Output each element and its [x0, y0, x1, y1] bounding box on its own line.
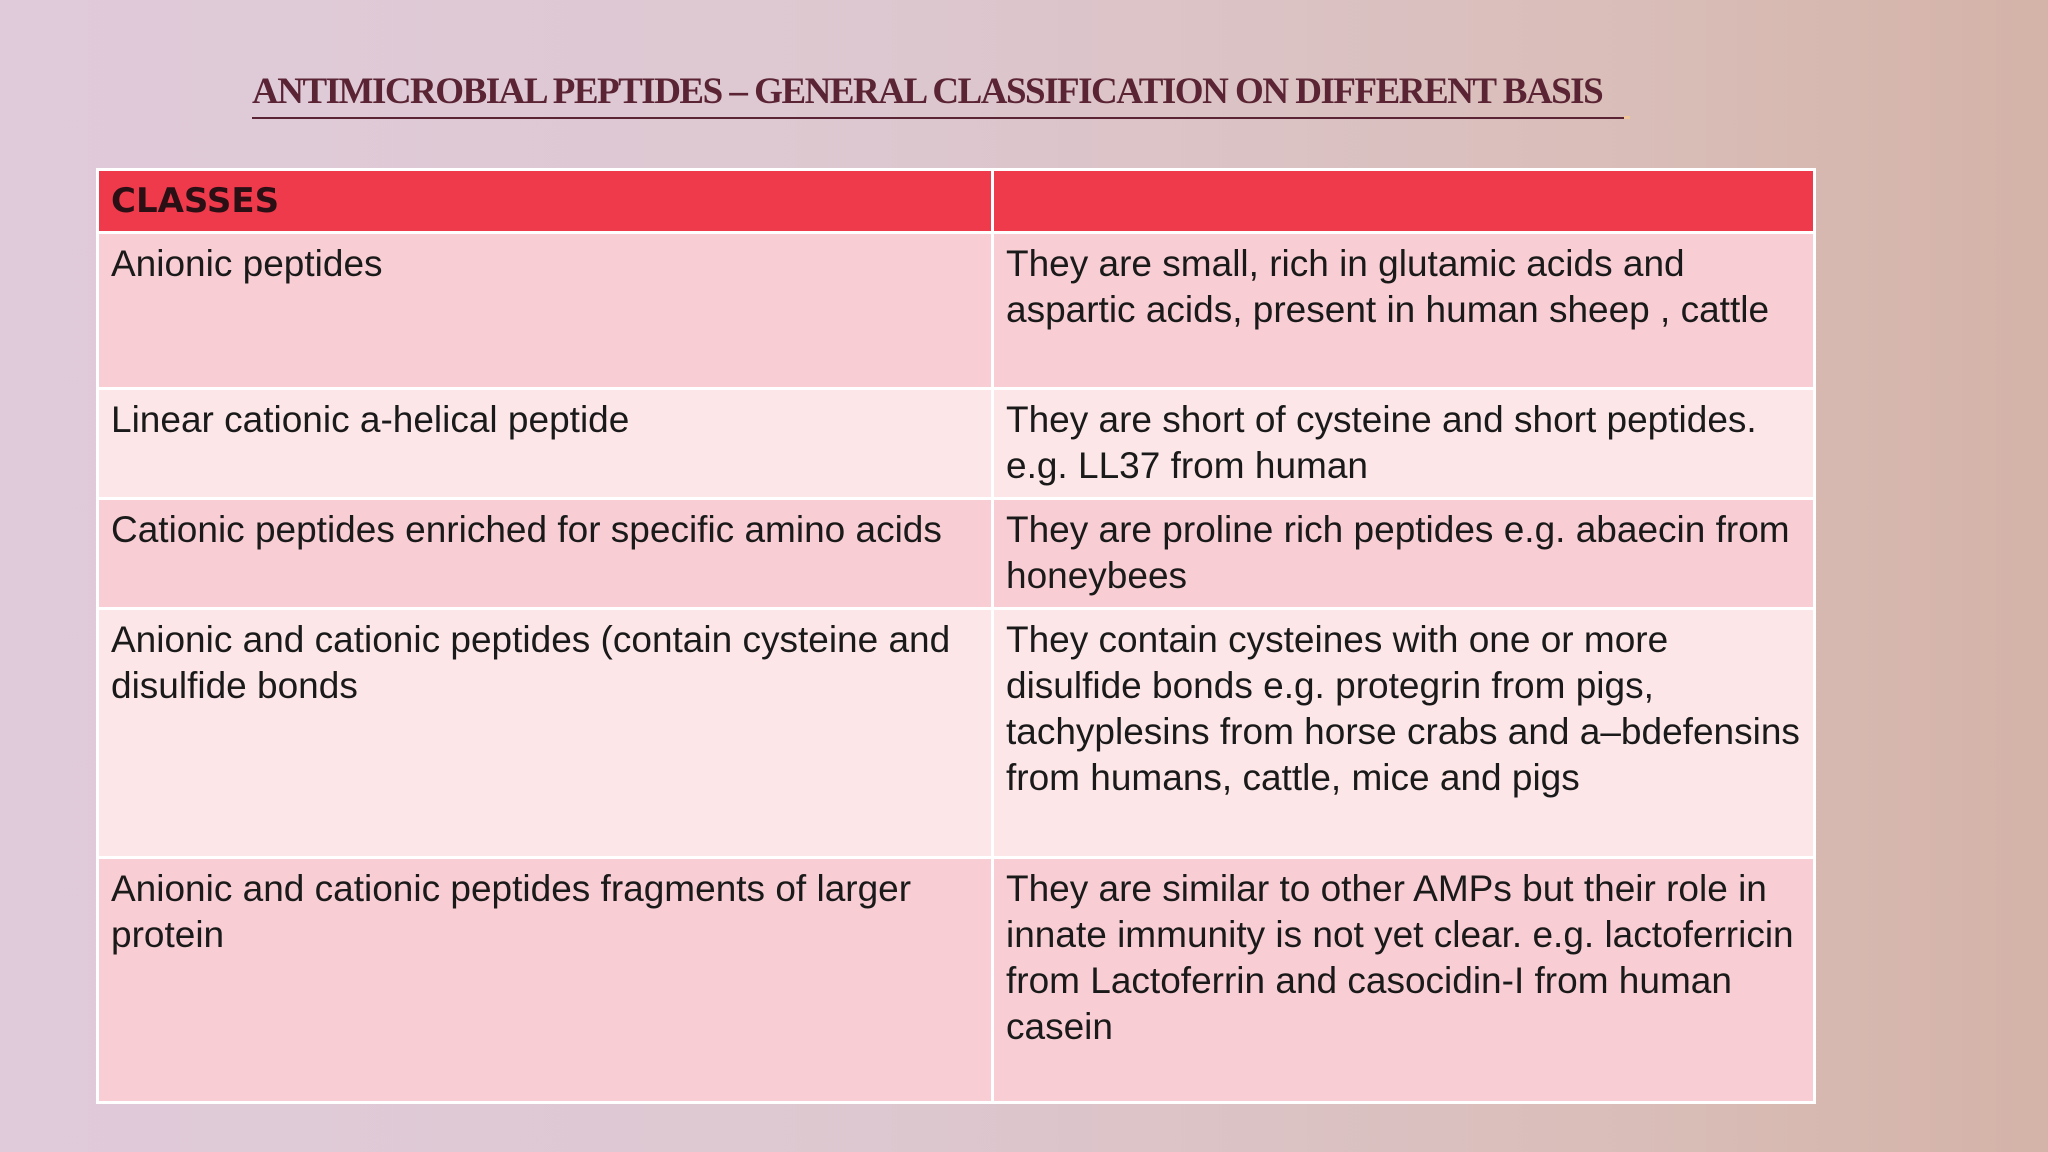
title-trailing-dot	[1624, 116, 1630, 119]
class-cell: Cationic peptides enriched for specific amino acids	[98, 499, 993, 609]
description-cell: They are proline rich peptides e.g. abaecin from honeybees	[993, 499, 1815, 609]
class-cell: Anionic and cationic peptides fragments of larger protein	[98, 858, 993, 1103]
table-row	[98, 233, 1815, 389]
classification-table	[96, 168, 1816, 1104]
description-cell: They contain cysteines with one or more disulfide bonds e.g. protegrin from pigs, tachyplesins from horse crabs and a–bdefensins from humans, cattle, mice and pigs	[993, 609, 1815, 858]
table-row	[98, 858, 1815, 1103]
table-row	[98, 499, 1815, 609]
description-cell: They are small, rich in glutamic acids and aspartic acids, present in human sheep , cattle	[993, 233, 1815, 389]
class-cell: Linear cationic a-helical peptide	[98, 389, 993, 499]
description-cell: They are short of cysteine and short peptides. e.g. LL37 from human	[993, 389, 1815, 499]
table-row	[98, 389, 1815, 499]
description-cell: They are similar to other AMPs but their role in innate immunity is not yet clear. e.g. lactoferricin from Lactoferrin and casocidin-I from human casein	[993, 858, 1815, 1103]
header-classes: CLASSES	[98, 170, 993, 233]
header-description	[993, 170, 1815, 233]
table-header-row	[98, 170, 1815, 233]
title-underline	[252, 117, 1624, 119]
class-cell: Anionic and cationic peptides (contain cysteine and disulfide bonds	[98, 609, 993, 858]
table-row	[98, 609, 1815, 858]
slide-title: ANTIMICROBIAL PEPTIDES – GENERAL CLASSIFICATION ON DIFFERENT BASIS	[252, 71, 1603, 112]
class-cell: Anionic peptides	[98, 233, 993, 389]
